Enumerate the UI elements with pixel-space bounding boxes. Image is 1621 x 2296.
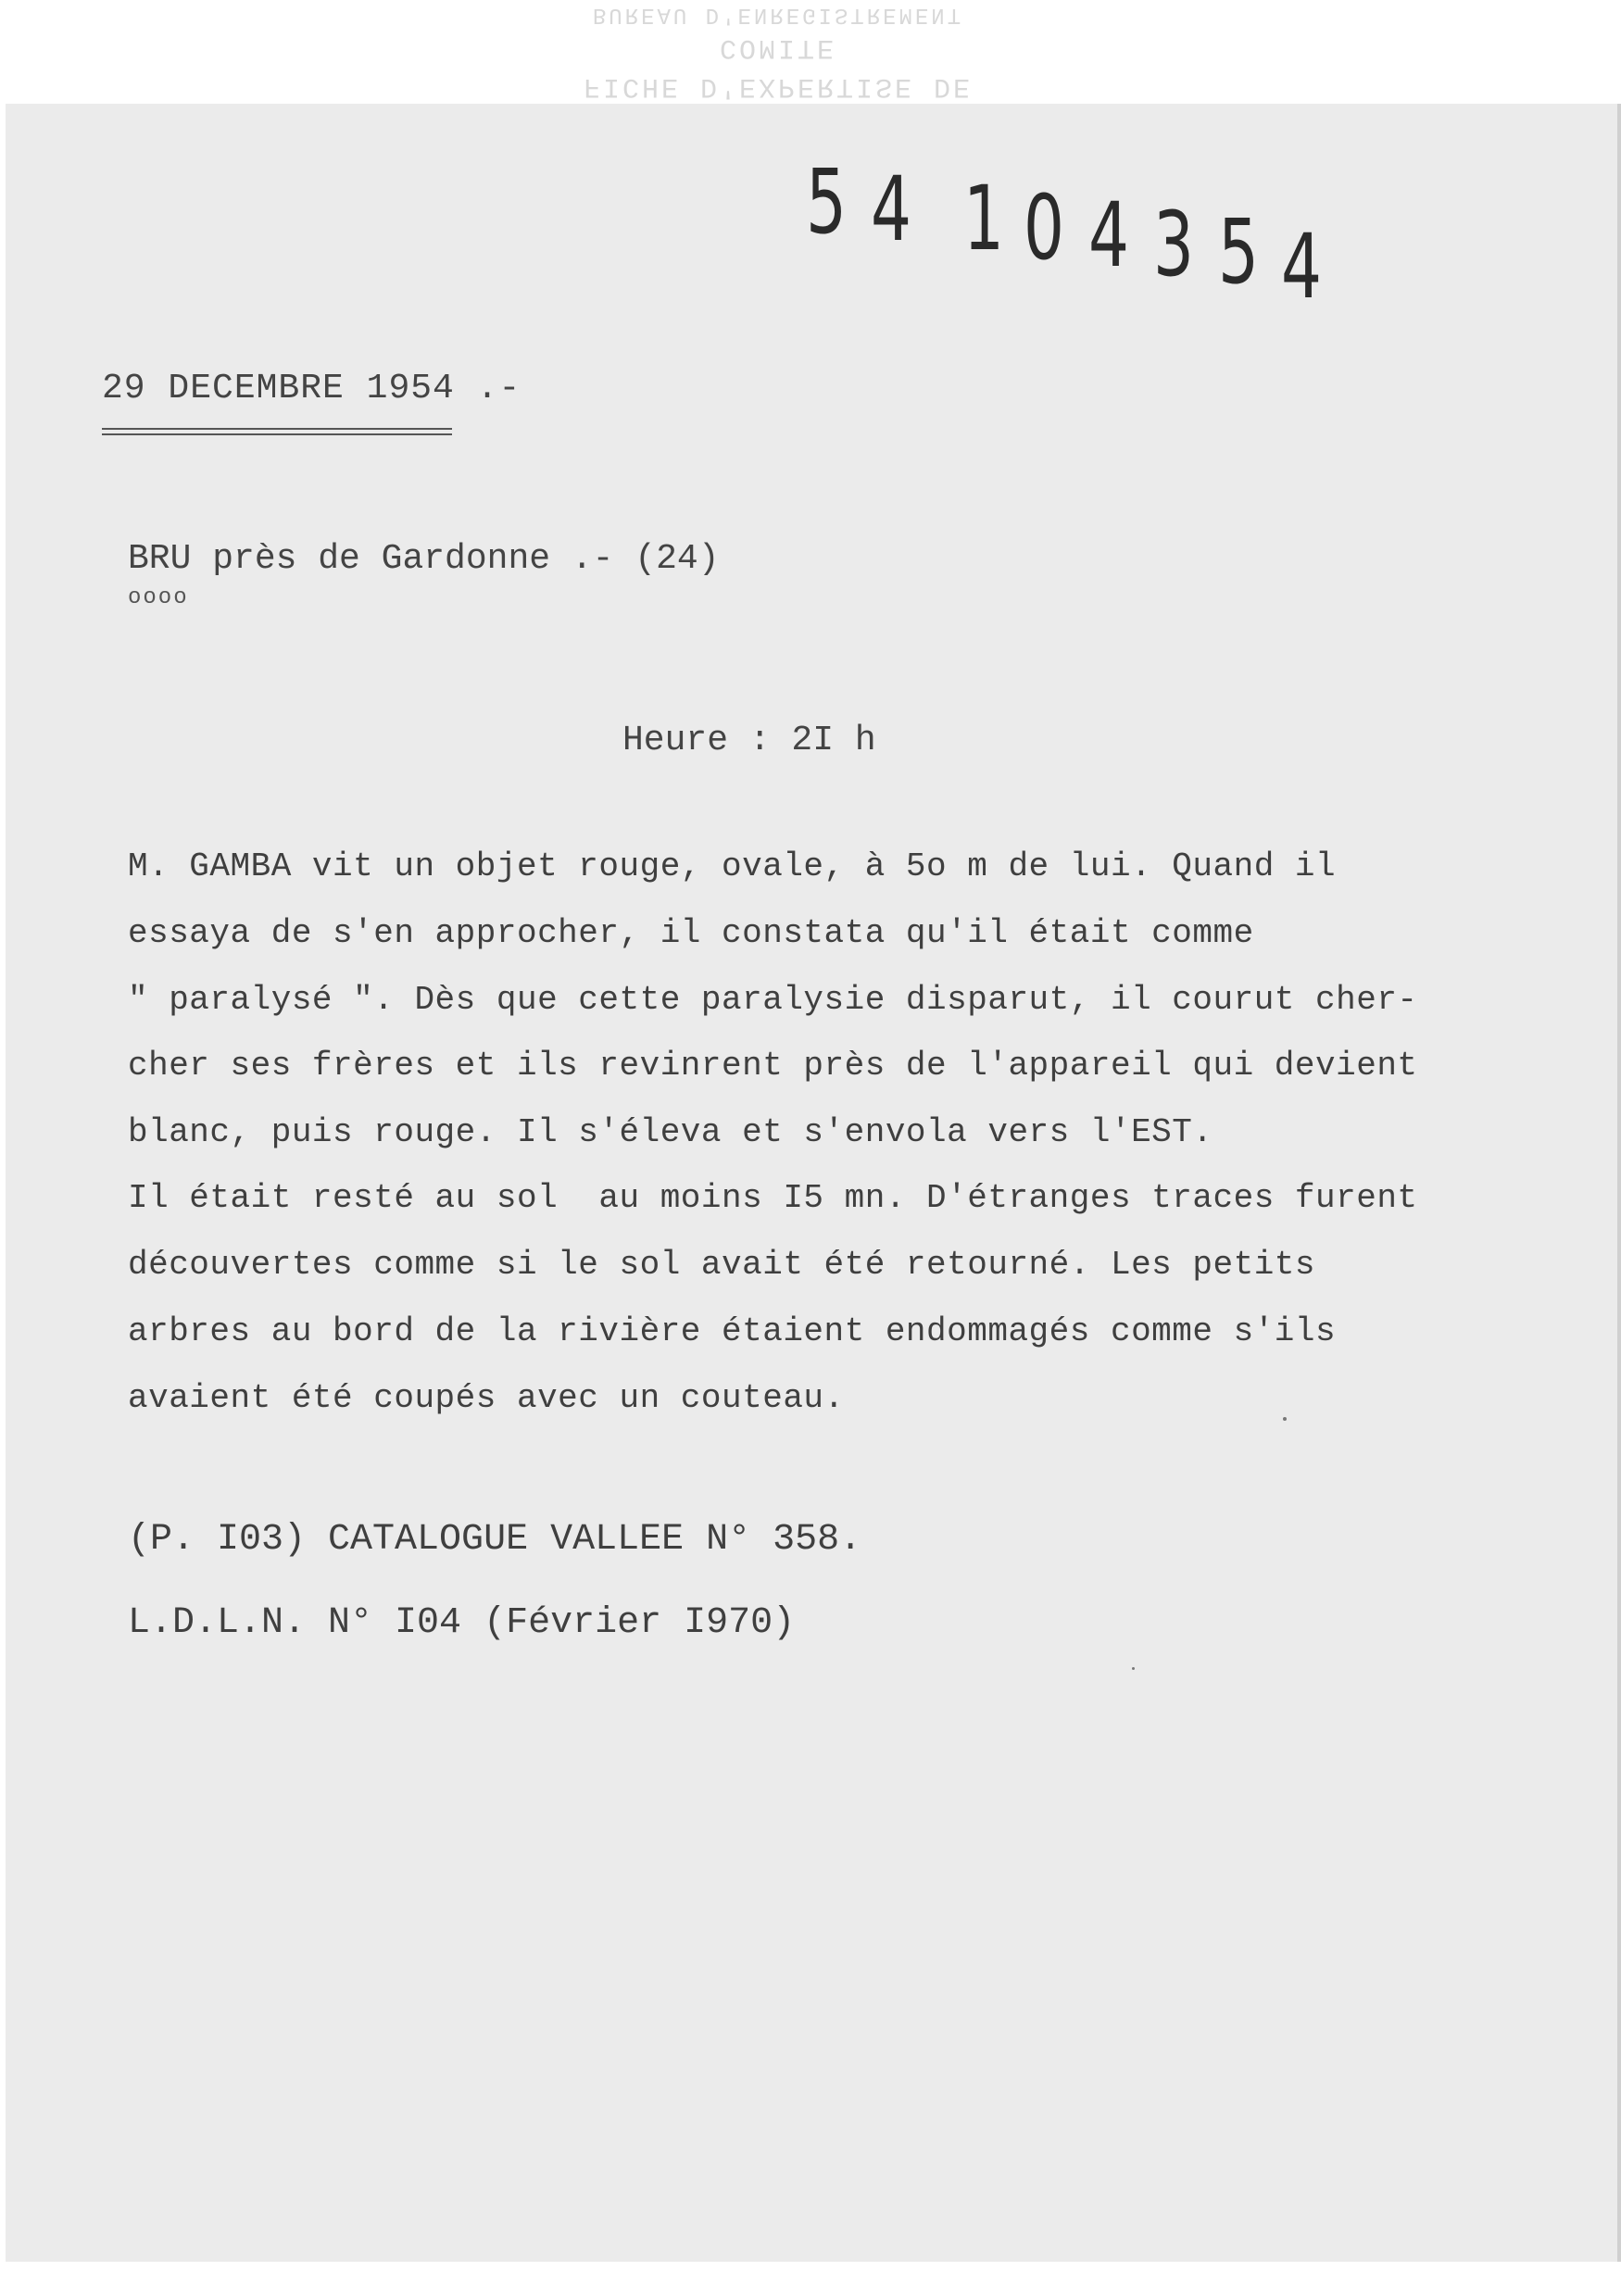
location-marker: oooo — [128, 585, 189, 610]
stamp-digit: 4 — [871, 157, 911, 261]
event-date: 29 DECEMBRE 1954 .- — [102, 369, 521, 408]
event-hour: Heure : 2I h — [622, 721, 876, 760]
stamp-digit: 3 — [1153, 193, 1194, 296]
body-line: blanc, puis rouge. Il s'éleva et s'envola vers l'EST. — [128, 1113, 1213, 1151]
stamp-digit: 1 — [963, 167, 1004, 270]
event-location: BRU près de Gardonne .- (24) — [128, 539, 720, 579]
bleed-through-line-1: BUREAU D'ENREGISTREMENT — [592, 2, 964, 27]
ldln-reference: L.D.L.N. N° I04 (Février I970) — [128, 1602, 796, 1644]
stamp-digit: 5 — [806, 150, 847, 254]
sheet-edge — [1617, 104, 1621, 2262]
stamp-digit: 5 — [1218, 200, 1259, 304]
bleed-through-line-2: FICHE D'EXPERTISE DE COMITE — [583, 31, 974, 102]
stamp-digit: 0 — [1024, 176, 1064, 280]
body-line: Il était resté au sol au moins I5 mn. D'étranges traces furent — [128, 1179, 1418, 1217]
body-line: essaya de s'en approcher, il constata qu'il était comme — [128, 914, 1254, 952]
bleed-through-text — [519, 0, 1037, 102]
stamp-digit: 4 — [1088, 183, 1129, 287]
body-line: avaient été coupés avec un couteau. — [128, 1379, 845, 1417]
body-line: découvertes comme si le sol avait été retourné. Les petits — [128, 1246, 1316, 1284]
body-line: M. GAMBA vit un objet rouge, ovale, à 5o m de lui. Quand il — [128, 847, 1337, 885]
body-line: cher ses frères et ils revinrent près de l'appareil qui devient — [128, 1047, 1418, 1085]
stamped-number — [806, 150, 1473, 343]
date-underline — [102, 428, 452, 430]
body-line: arbres au bord de la rivière étaient endommagés comme s'ils — [128, 1312, 1337, 1350]
scan-speck — [1132, 1667, 1135, 1670]
date-underline — [102, 433, 452, 435]
catalogue-reference: (P. I03) CATALOGUE VALLEE N° 358. — [128, 1519, 862, 1561]
stamp-digit: 4 — [1281, 215, 1322, 319]
body-line: " paralysé ". Dès que cette paralysie disparut, il courut cher- — [128, 981, 1418, 1019]
scan-speck — [1283, 1417, 1287, 1421]
